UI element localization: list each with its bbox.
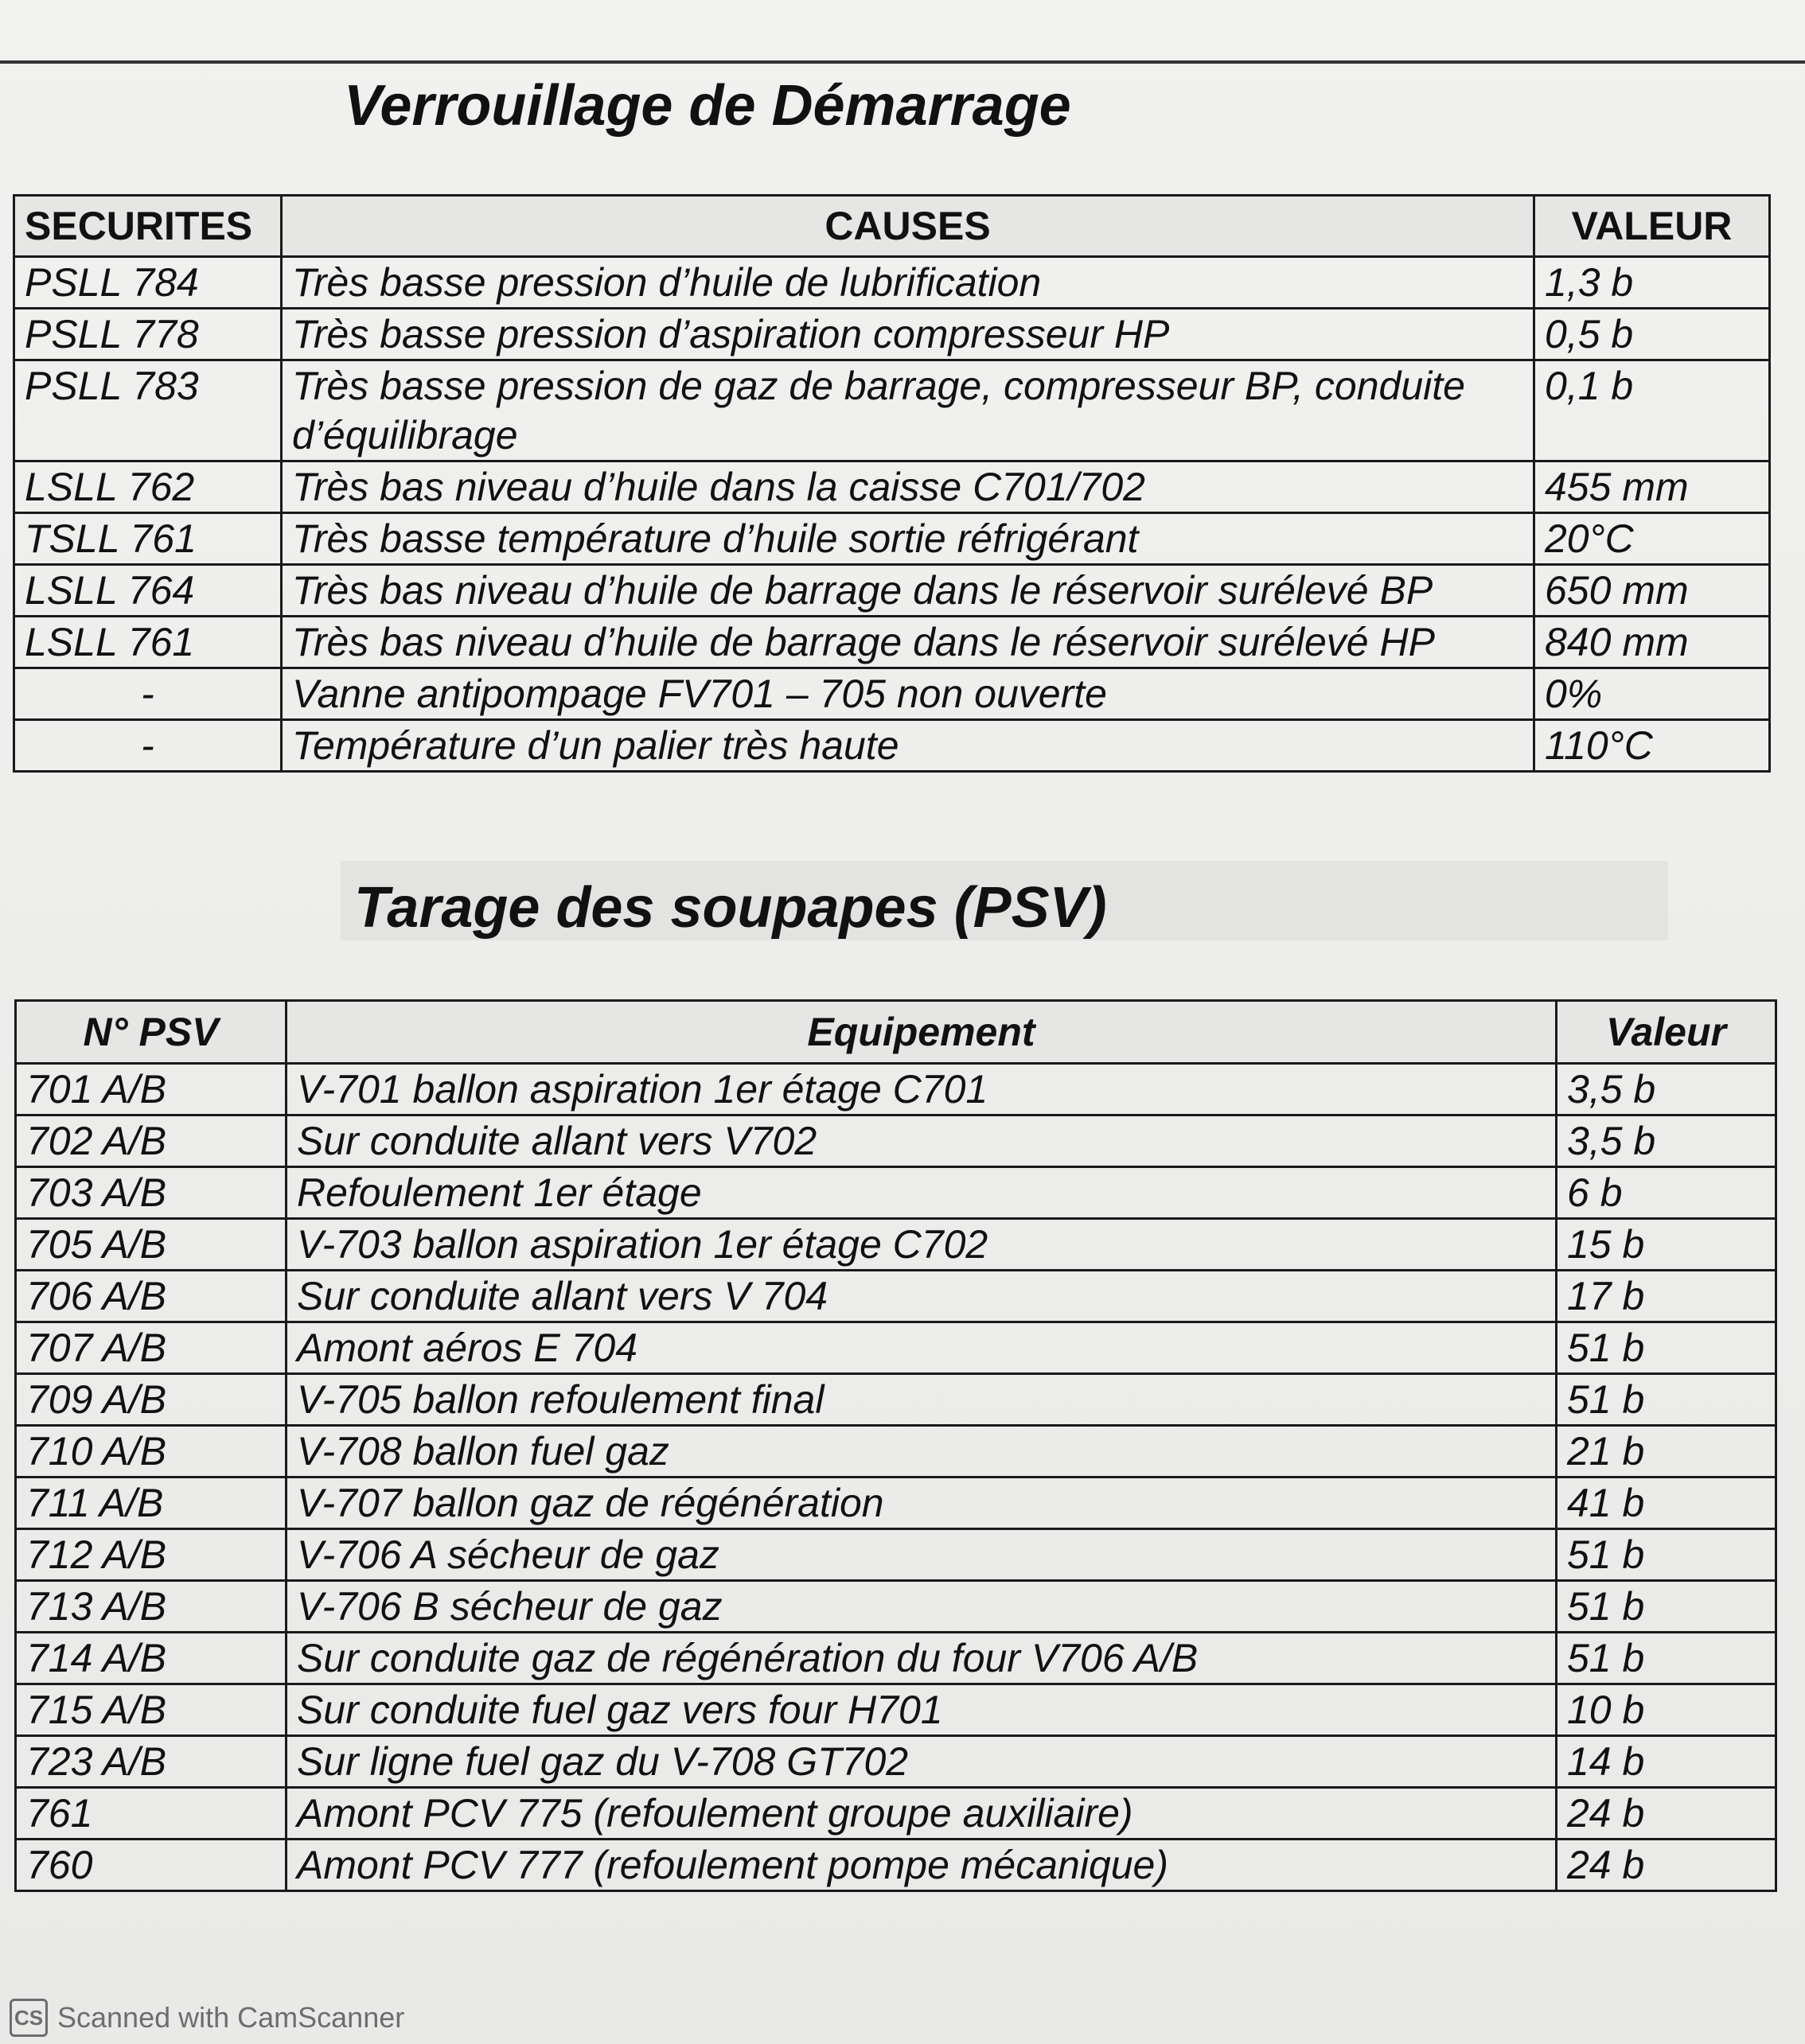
valeur-cell: 51 b — [1557, 1322, 1776, 1374]
equipement-cell: Sur conduite gaz de régénération du four V706 A/B — [287, 1633, 1557, 1684]
securite-cell: PSLL 784 — [14, 257, 282, 309]
verrouillage-title: Verrouillage de Démarrage — [344, 74, 1071, 138]
psv-cell: 702 A/B — [16, 1115, 287, 1167]
table-row — [14, 720, 1770, 772]
valeur-cell: 3,5 b — [1557, 1115, 1776, 1167]
valeur-cell: 650 mm — [1534, 565, 1770, 617]
table-row — [14, 617, 1770, 668]
psv-cell: 761 — [16, 1788, 287, 1840]
valeur-cell: 15 b — [1557, 1219, 1776, 1271]
valeur-cell: 24 b — [1557, 1788, 1776, 1840]
valeur-cell: 51 b — [1557, 1374, 1776, 1426]
valeur-cell: 51 b — [1557, 1633, 1776, 1684]
table-row — [16, 1271, 1776, 1322]
equipement-cell: Sur conduite allant vers V702 — [287, 1115, 1557, 1167]
equipement-cell: Amont PCV 775 (refoulement groupe auxiliaire) — [287, 1788, 1557, 1840]
cause-cell: Très bas niveau d’huile de barrage dans le réservoir surélevé BP — [282, 565, 1534, 617]
equipement-cell: V-701 ballon aspiration 1er étage C701 — [287, 1064, 1557, 1115]
psv-cell: 713 A/B — [16, 1581, 287, 1633]
camscanner-logo-icon: CS — [10, 1999, 48, 2037]
equipement-cell: V-708 ballon fuel gaz — [287, 1426, 1557, 1478]
psv-cell: 709 A/B — [16, 1374, 287, 1426]
table-row — [16, 1788, 1776, 1840]
psv-cell: 760 — [16, 1840, 287, 1891]
header-valeur: Valeur — [1557, 1001, 1776, 1064]
valeur-cell: 455 mm — [1534, 461, 1770, 513]
table-row — [16, 1167, 1776, 1219]
table-row — [14, 257, 1770, 309]
valeur-cell: 51 b — [1557, 1529, 1776, 1581]
equipement-cell: V-703 ballon aspiration 1er étage C702 — [287, 1219, 1557, 1271]
table-row — [16, 1374, 1776, 1426]
equipement-cell: Amont aéros E 704 — [287, 1322, 1557, 1374]
securite-cell: - — [14, 720, 282, 772]
valeur-cell: 0,5 b — [1534, 309, 1770, 360]
equipement-cell: V-706 A sécheur de gaz — [287, 1529, 1557, 1581]
psv-cell: 710 A/B — [16, 1426, 287, 1478]
table-row — [16, 1736, 1776, 1788]
valeur-cell: 14 b — [1557, 1736, 1776, 1788]
psv-cell: 715 A/B — [16, 1684, 287, 1736]
equipement-cell: Sur conduite allant vers V 704 — [287, 1271, 1557, 1322]
securite-cell: - — [14, 668, 282, 720]
psv-cell: 705 A/B — [16, 1219, 287, 1271]
tarage-header-row — [16, 1001, 1776, 1064]
watermark-text: Scanned with CamScanner — [57, 2001, 405, 2034]
valeur-cell: 6 b — [1557, 1167, 1776, 1219]
table-row — [14, 461, 1770, 513]
header-securites: SECURITES — [14, 196, 282, 257]
camscanner-watermark — [10, 1997, 404, 2038]
table-row — [16, 1115, 1776, 1167]
securite-cell: LSLL 764 — [14, 565, 282, 617]
table-row — [16, 1529, 1776, 1581]
table-row — [16, 1322, 1776, 1374]
valeur-cell: 1,3 b — [1534, 257, 1770, 309]
cause-cell: Très basse pression de gaz de barrage, compresseur BP, conduite d’équilibrage — [282, 360, 1534, 461]
table-row — [14, 309, 1770, 360]
securite-cell: PSLL 778 — [14, 309, 282, 360]
table-row — [16, 1219, 1776, 1271]
valeur-cell: 3,5 b — [1557, 1064, 1776, 1115]
cause-cell: Très bas niveau d’huile de barrage dans le réservoir surélevé HP — [282, 617, 1534, 668]
cause-cell: Vanne antipompage FV701 – 705 non ouverte — [282, 668, 1534, 720]
valeur-cell: 0,1 b — [1534, 360, 1770, 461]
header-equipement: Equipement — [287, 1001, 1557, 1064]
psv-cell: 712 A/B — [16, 1529, 287, 1581]
tarage-title: Tarage des soupapes (PSV) — [354, 876, 1107, 940]
securite-cell: PSLL 783 — [14, 360, 282, 461]
tarage-table — [14, 999, 1777, 1892]
cause-cell: Très basse pression d’aspiration compresseur HP — [282, 309, 1534, 360]
equipement-cell: Amont PCV 777 (refoulement pompe mécanique) — [287, 1840, 1557, 1891]
equipement-cell: V-706 B sécheur de gaz — [287, 1581, 1557, 1633]
header-n-psv: N° PSV — [16, 1001, 287, 1064]
table-row — [16, 1581, 1776, 1633]
securite-cell: TSLL 761 — [14, 513, 282, 565]
equipement-cell: Sur conduite fuel gaz vers four H701 — [287, 1684, 1557, 1736]
cause-cell: Très basse pression d’huile de lubrification — [282, 257, 1534, 309]
psv-cell: 701 A/B — [16, 1064, 287, 1115]
securite-cell: LSLL 761 — [14, 617, 282, 668]
psv-cell: 714 A/B — [16, 1633, 287, 1684]
securite-cell: LSLL 762 — [14, 461, 282, 513]
equipement-cell: V-705 ballon refoulement final — [287, 1374, 1557, 1426]
psv-cell: 723 A/B — [16, 1736, 287, 1788]
valeur-cell: 41 b — [1557, 1478, 1776, 1529]
psv-cell: 711 A/B — [16, 1478, 287, 1529]
cause-cell: Très bas niveau d’huile dans la caisse C701/702 — [282, 461, 1534, 513]
table-row — [14, 668, 1770, 720]
valeur-cell: 17 b — [1557, 1271, 1776, 1322]
valeur-cell: 10 b — [1557, 1684, 1776, 1736]
header-valeur: VALEUR — [1534, 196, 1770, 257]
valeur-cell: 840 mm — [1534, 617, 1770, 668]
valeur-cell: 51 b — [1557, 1581, 1776, 1633]
table-row — [16, 1478, 1776, 1529]
psv-cell: 703 A/B — [16, 1167, 287, 1219]
table-row — [14, 565, 1770, 617]
table-row — [14, 360, 1770, 461]
header-causes: CAUSES — [282, 196, 1534, 257]
valeur-cell: 0% — [1534, 668, 1770, 720]
valeur-cell: 21 b — [1557, 1426, 1776, 1478]
verrouillage-table — [13, 194, 1771, 773]
equipement-cell: Sur ligne fuel gaz du V-708 GT702 — [287, 1736, 1557, 1788]
table-row — [16, 1684, 1776, 1736]
valeur-cell: 20°C — [1534, 513, 1770, 565]
valeur-cell: 24 b — [1557, 1840, 1776, 1891]
table-row — [16, 1840, 1776, 1891]
table-row — [16, 1633, 1776, 1684]
equipement-cell: Refoulement 1er étage — [287, 1167, 1557, 1219]
verrouillage-header-row — [14, 196, 1770, 257]
psv-cell: 706 A/B — [16, 1271, 287, 1322]
table-row — [16, 1064, 1776, 1115]
table-row — [14, 513, 1770, 565]
psv-cell: 707 A/B — [16, 1322, 287, 1374]
table-row — [16, 1426, 1776, 1478]
valeur-cell: 110°C — [1534, 720, 1770, 772]
equipement-cell: V-707 ballon gaz de régénération — [287, 1478, 1557, 1529]
top-divider — [0, 60, 1805, 64]
cause-cell: Température d’un palier très haute — [282, 720, 1534, 772]
cause-cell: Très basse température d’huile sortie réfrigérant — [282, 513, 1534, 565]
